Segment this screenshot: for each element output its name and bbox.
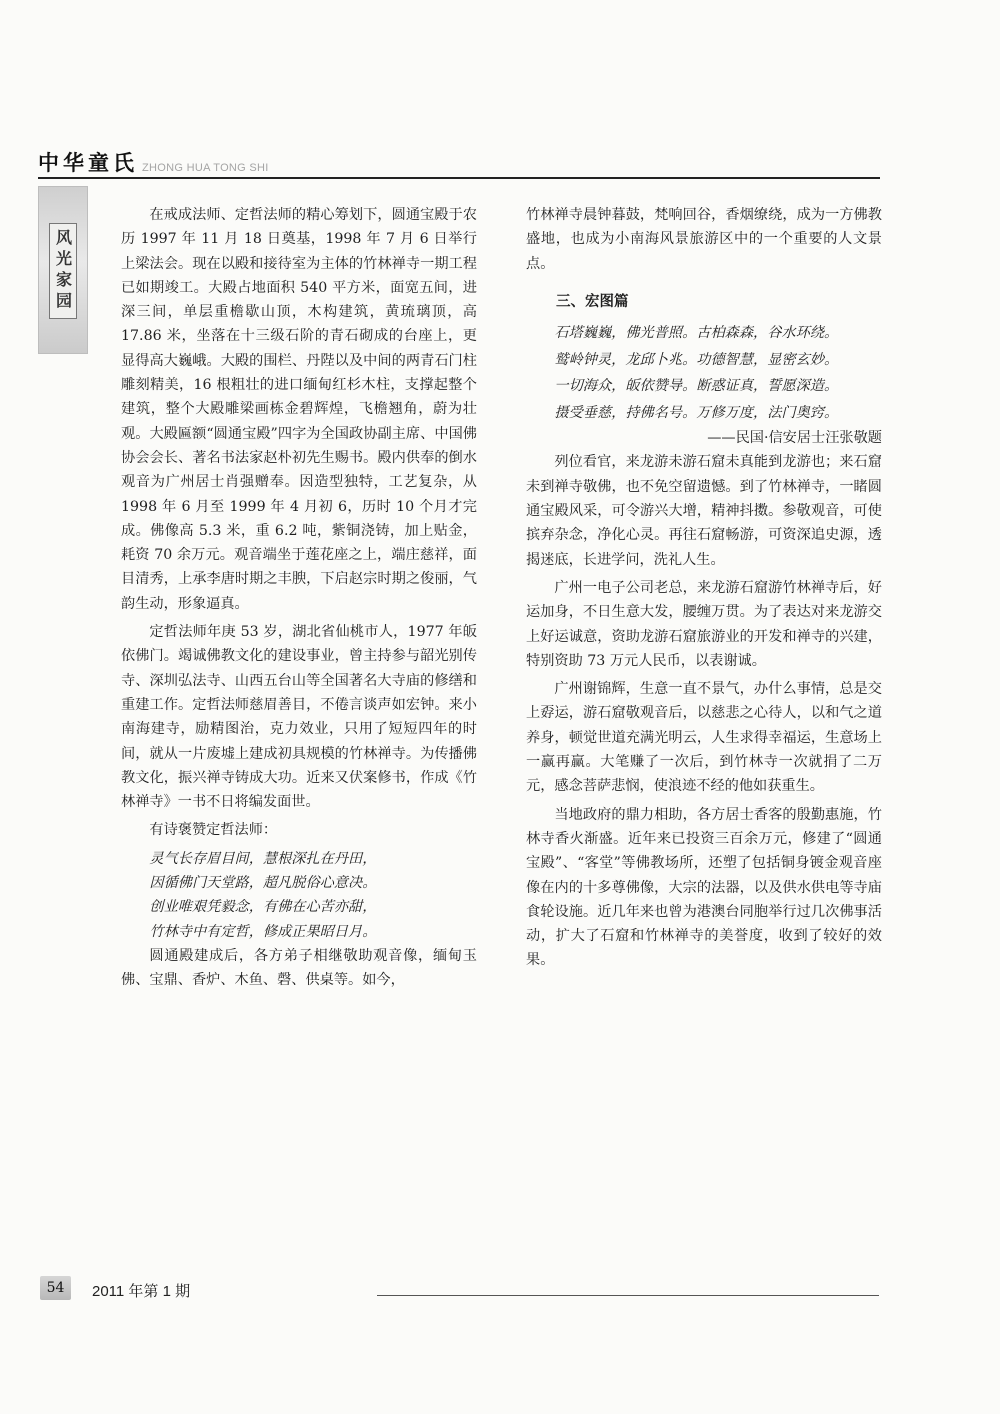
verse-line: 摄受垂慈，持佛名号。万修万度，法门奥窍。 <box>554 404 839 421</box>
section-tab-label: 风光家园 <box>53 229 73 313</box>
masthead-title-en: ZHONG HUA TONG SHI <box>142 162 269 174</box>
header-rule <box>38 177 880 179</box>
verse-line: 一切海众，皈依赞导。断惑证真，誓愿深造。 <box>554 378 839 395</box>
page-number: 54 <box>40 1276 71 1300</box>
right-paragraph-4: 当地政府的鼎力相助，各方居士香客的殷勤惠施，竹林寺香火渐盛。近年来已投资三百余万元，修建了“圆通宝殿”、“客堂”等佛教场所，还塑了包括铜身镀金观音座像在内的十多尊佛像，大宗的法器，以及供水供电等寺庙食轮设施。近几年来也曾为港澳台同胞举行过几次佛事活动，扩大了石窟和竹林禅寺的美誉度，收到了较好的效果。 <box>526 806 882 969</box>
section-tab <box>38 186 88 354</box>
masthead-title-cn: 中华童氏 <box>38 151 138 175</box>
right-paragraph-continued: 竹林禅寺晨钟暮鼓，梵响回谷，香烟缭绕，成为一方佛教盛地，也成为小南海风景旅游区中的一个重要的人文景点。 <box>526 207 882 272</box>
masthead <box>38 143 269 177</box>
poem-line: 因循佛门天堂路，超凡脱俗心意决。 <box>149 875 377 892</box>
poem-line: 竹林寺中有定哲，修成正果昭日月。 <box>149 923 377 940</box>
section-heading: 三、宏图篇 <box>556 293 629 310</box>
section-tab-frame <box>49 223 77 319</box>
right-paragraph-3: 广州谢锦辉，生意一直不景气，办什么事情，总是交上孬运，游石窟敬观音后，以慈悲之心待人，以和气之道养身，顿觉世道充满光明云，人生求得幸福运，生意场上一赢再赢。大笔赚了一次后，到竹林寺一次就捐了二万元，感念菩萨悲悯，使浪迹不经的他如获重生。 <box>526 681 882 795</box>
right-paragraph-2: 广州一电子公司老总，来龙游石窟游竹林禅寺后，好运加身，不日生意大发，腰缠万贯。为了表达对来龙游交上好运诚意，资助龙游石窟旅游业的开发和禅寺的兴建，特别资助 73 万元人民币，以表谢诚。 <box>526 579 882 669</box>
left-paragraph-2: 定哲法师年庚 53 岁，湖北省仙桃市人，1977 年皈依佛门。竭诚佛教文化的建设事业，曾主持参与韶光别传寺、深圳弘法寺、山西五台山等全国著名大寺庙的修缮和重建工作。定哲法师慈眉善目，不倦言谈声如宏钟。来小南海建寺，励精图治，克力效业，只用了短短四年的时间，就从一片废墟上建成初具规模的竹林禅寺。为传播佛教文化，振兴禅寺铸成大功。近来又伏案修书，作成《竹林禅寺》一书不日将编发面世。 <box>121 624 477 811</box>
left-paragraph-3: 圆通殿建成后，各方弟子相继敬助观音像，缅甸玉佛、宝鼎、香炉、木鱼、磬、供桌等。如今， <box>121 947 477 989</box>
left-paragraph-1: 在戒成法师、定哲法师的精心筹划下，圆通宝殿于农历 1997 年 11 月 18 日奠基，1998 年 7 月 6 日举行上梁法会。现在以殿和接待室为主体的竹林禅寺一期工程已如期竣工。大殿占地面积 540 平方米，面宽五间，进深三间，单层重檐歇山顶，木构建筑，黄琉璃顶，高 17.86 米，坐落在十三级石阶的青石砌成的台座上，更显得高大巍峨。大殿的围栏、丹陛以及中间的两青石门柱雕刻精美，16 根粗壮的进口缅甸红杉木柱，支撑起整个建筑，整个大殿雕梁画栋金碧辉煌，飞檐翘角，蔚为壮观。大殿匾额“圆通宝殿”四字为全国政协副主席、中国佛协会会长、著名书法家赵朴初先生赐书。殿内供奉的倒水观音为广州居士肖强赠奉。因造型独特，工艺复杂，从 1998 年 6 月至 1999 年 4 月初 6，历时 10 个月才完成。佛像高 5.3 米，重 6.2 吨，紫铜浇铸，加上贴金，耗资 70 余万元。观音端坐于莲花座之上，端庄慈祥，面目清秀，上承李唐时期之丰腴，下启赵宗时期之俊丽，气韵生动，形象逼真。 <box>121 207 477 612</box>
poem-line: 灵气长存眉目间，慧根深扎在丹田， <box>149 850 377 867</box>
poem-intro: 有诗褒赞定哲法师： <box>149 822 278 839</box>
issue-label: 2011 年第 1 期 <box>92 1283 191 1300</box>
verse-attribution: ——民国·信安居士汪张敬题 <box>707 430 882 447</box>
verse-line: 石塔巍巍，佛光普照。古柏森森，谷水环绕。 <box>554 325 839 342</box>
verse-line: 鹫岭钟灵，龙邱卜兆。功德智慧，显密玄妙。 <box>554 351 839 368</box>
poem-line: 创业唯艰凭毅念，有佛在心苦亦甜， <box>149 899 377 916</box>
right-paragraph-1: 列位看官，来龙游未游石窟未真能到龙游也；来石窟未到禅寺敬佛，也不免空留遗憾。到了竹林禅寺，一睹圆通宝殿风采，可令游兴大增，精神抖擞。参敬观音，可使摈弃杂念，净化心灵。再往石窟畅游，可资深追史源，透揭迷底，长进学问，洗礼人生。 <box>526 454 882 568</box>
left-column <box>121 203 477 997</box>
right-column <box>526 203 882 977</box>
footer-rule <box>377 1295 879 1296</box>
